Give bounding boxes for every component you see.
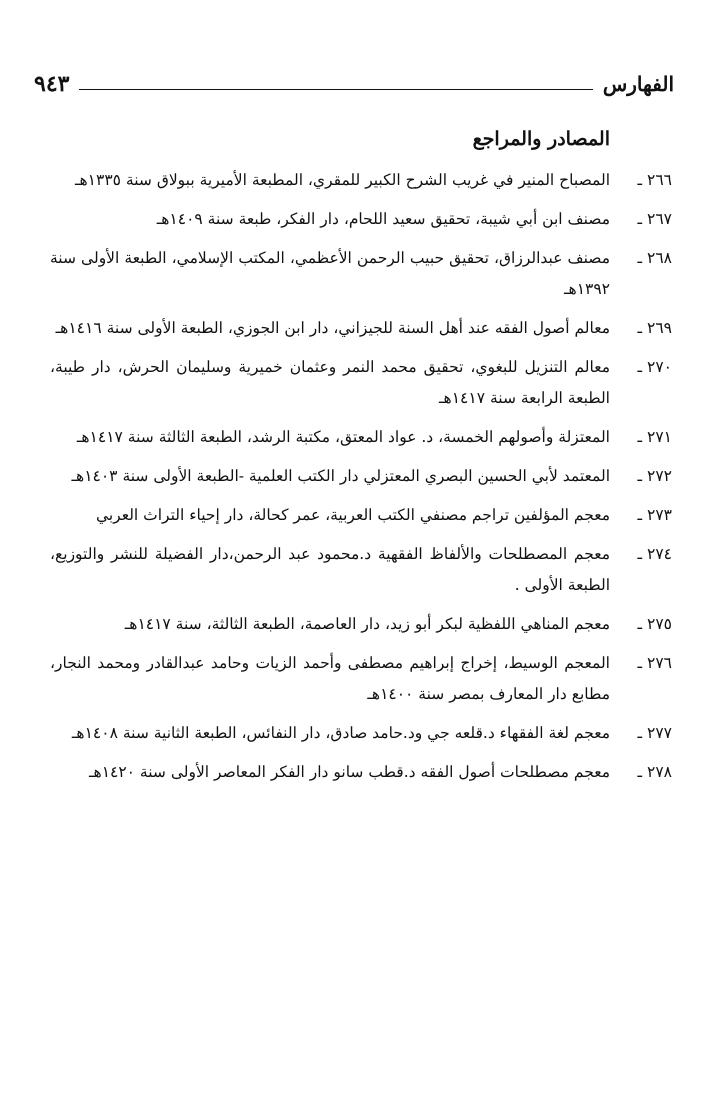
entry-text: مصنف عبدالرزاق، تحقيق حبيب الرحمن الأعظمي، المكتب الإسلامي، الطبعة الأولى سنة ١٣٩٢هـ bbox=[50, 249, 610, 298]
page-number: ٩٤٣ bbox=[34, 71, 70, 97]
entry-text: المصباح المنير في غريب الشرح الكبير للمقري، المطبعة الأميرية ببولاق سنة ١٣٣٥هـ bbox=[74, 171, 610, 189]
running-title: الفهارس bbox=[602, 72, 674, 96]
section-heading: المصادر والمراجع bbox=[472, 128, 610, 150]
entry-number: ٢٦٧ ـ bbox=[637, 210, 672, 228]
entry-text: المعتمد لأبي الحسين البصري المعتزلي دار الكتب العلمية -الطبعة الأولى سنة ١٤٠٣هـ bbox=[71, 467, 610, 485]
entry-text: معجم لغة الفقهاء د.قلعه جي ود.حامد صادق، دار النفائس، الطبعة الثانية سنة ١٤٠٨هـ bbox=[71, 724, 610, 742]
bibliography-entry bbox=[50, 609, 672, 640]
entry-number: ٢٧٥ ـ bbox=[637, 615, 672, 633]
bibliography-entry bbox=[50, 718, 672, 749]
entry-text: معالم التنزيل للبغوي، تحقيق محمد النمر وعثمان خميرية وسليمان الحرش، دار طيبة، الطبعة الرابعة سنة ١٤١٧هـ bbox=[50, 358, 610, 407]
entry-text: معجم المؤلفين تراجم مصنفي الكتب العربية، عمر كحالة، دار إحياء التراث العربي bbox=[95, 506, 610, 524]
bibliography-entry bbox=[50, 352, 672, 414]
entry-text: معجم المناهي اللفظية لبكر أبو زيد، دار العاصمة، الطبعة الثالثة، سنة ١٤١٧هـ bbox=[124, 615, 610, 633]
entry-text: معجم مصطلحات أصول الفقه د.قطب سانو دار الفكر المعاصر الأولى سنة ١٤٢٠هـ bbox=[88, 763, 610, 781]
entry-text: معجم المصطلحات والألفاظ الفقهية د.محمود عبد الرحمن،دار الفضيلة للنشر والتوزيع، الطبعة الأولى . bbox=[50, 545, 610, 594]
bibliography-entry bbox=[50, 165, 672, 196]
running-header bbox=[34, 66, 674, 96]
entry-text: معالم أصول الفقه عند أهل السنة للجيزاني، دار ابن الجوزي، الطبعة الأولى سنة ١٤١٦هـ bbox=[55, 319, 610, 337]
bibliography-entry bbox=[50, 243, 672, 305]
bibliography-entry bbox=[50, 500, 672, 531]
entry-number: ٢٧٧ ـ bbox=[637, 724, 672, 742]
bibliography-entry bbox=[50, 648, 672, 710]
entry-number: ٢٧١ ـ bbox=[637, 428, 672, 446]
bibliography-entry bbox=[50, 461, 672, 492]
bibliography-entry bbox=[50, 422, 672, 453]
entry-number: ٢٧٨ ـ bbox=[637, 763, 672, 781]
entry-number: ٢٧٢ ـ bbox=[637, 467, 672, 485]
entry-number: ٢٧٣ ـ bbox=[637, 506, 672, 524]
entry-number: ٢٧٦ ـ bbox=[637, 654, 672, 672]
entry-text: المعتزلة وأصولهم الخمسة، د. عواد المعتق، مكتبة الرشد، الطبعة الثالثة سنة ١٤١٧هـ bbox=[76, 428, 610, 446]
bibliography-list bbox=[50, 165, 672, 796]
entry-number: ٢٦٦ ـ bbox=[637, 171, 672, 189]
bibliography-entry bbox=[50, 757, 672, 788]
entry-text: مصنف ابن أبي شيبة، تحقيق سعيد اللحام، دار الفكر، طبعة سنة ١٤٠٩هـ bbox=[156, 210, 610, 228]
header-rule bbox=[79, 89, 592, 90]
entry-number: ٢٧٤ ـ bbox=[637, 545, 672, 563]
entry-number: ٢٦٩ ـ bbox=[637, 319, 672, 337]
bibliography-entry bbox=[50, 204, 672, 235]
bibliography-entry bbox=[50, 539, 672, 601]
entry-number: ٢٧٠ ـ bbox=[637, 358, 672, 376]
entry-text: المعجم الوسيط، إخراج إبراهيم مصطفى وأحمد الزيات وحامد عبدالقادر ومحمد النجار، مطابع دار المعارف بمصر سنة ١٤٠٠هـ bbox=[50, 654, 610, 703]
bibliography-entry bbox=[50, 313, 672, 344]
entry-number: ٢٦٨ ـ bbox=[637, 249, 672, 267]
